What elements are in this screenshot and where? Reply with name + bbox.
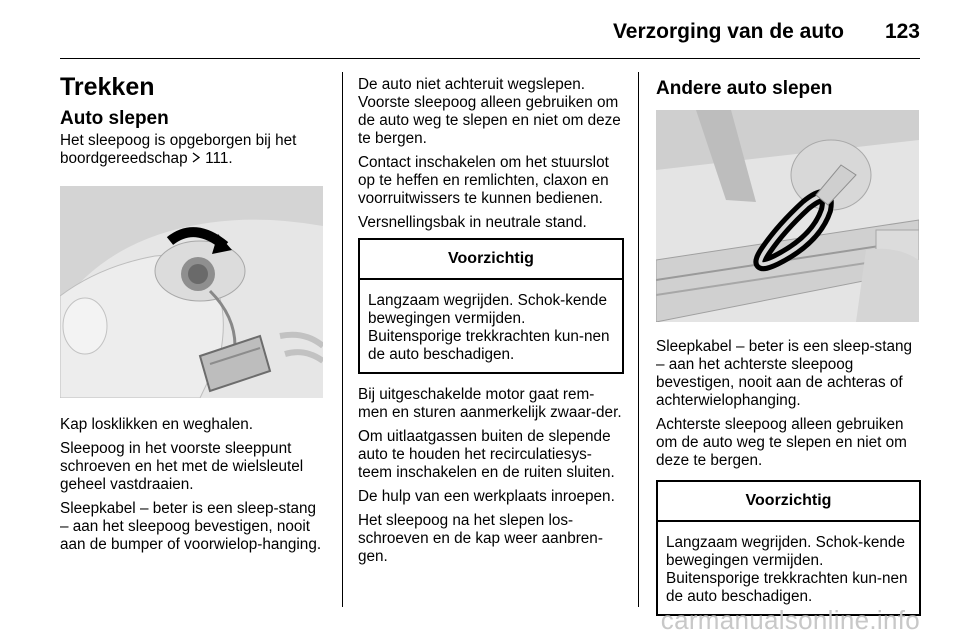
paragraph: Sleepkabel – beter is een sleep-stang – aan het achterste sleepoog bevestigen, nooit aan de achteras of achterwielophanging. <box>656 338 912 409</box>
caution-box <box>358 238 624 374</box>
paragraph: Om uitlaatgassen buiten de slepende auto te houden het recirculatiesys-teem inschakelen en de ruiten sluiten. <box>358 428 615 481</box>
paragraph: Het sleepoog na het slepen los-schroeven en de kap weer aanbren-gen. <box>358 512 603 565</box>
page-header <box>0 0 960 60</box>
paragraph: Contact inschakelen om het stuurslot op te heffen en remlichten, claxon en voorruitwissers te kunnen bedienen. <box>358 154 609 207</box>
watermark: carmanualsonline.info <box>660 605 920 635</box>
paragraph: Versnellingsbak in neutrale stand. <box>358 214 587 231</box>
caution-body: Langzaam wegrijden. Schok-kende bewegingen vermijden. Buitensporige trekkrachten kun-nen de auto beschadigen. <box>666 534 908 605</box>
intro-paragraph <box>60 132 326 168</box>
paragraph: De hulp van een werkplaats inroepen. <box>358 488 615 505</box>
paragraph: Sleepkabel – beter is een sleep-stang – aan het sleepoog bevestigen, nooit aan de bumper of voorwielop-hanging. <box>60 500 322 553</box>
tow-eye-front-image <box>60 186 323 398</box>
caution-body: Langzaam wegrijden. Schok-kende bewegingen vermijden. Buitensporige trekkrachten kun-nen de auto beschadigen. <box>368 292 610 363</box>
caution-title: Voorzichtig <box>658 482 919 522</box>
intro-ref-page: 111. <box>205 150 233 167</box>
paragraph: Bij uitgeschakelde motor gaat rem-men en sturen aanmerkelijk zwaar-der. <box>358 386 622 421</box>
paragraph: De auto niet achteruit wegslepen. Voorste sleepoog alleen gebruiken om de auto weg te slepen en niet om deze te bergen. <box>358 76 621 147</box>
column-3 <box>656 78 921 628</box>
arrow-ref-icon <box>192 150 201 168</box>
section-heading: Trekken <box>60 73 155 101</box>
paragraph: Kap losklikken en weghalen. <box>60 416 254 433</box>
column-2 <box>358 76 624 572</box>
column-1 <box>60 72 326 560</box>
intro-text: Het sleepoog is opgeborgen bij het boordgereedschap <box>60 132 297 167</box>
caution-title: Voorzichtig <box>360 240 622 280</box>
page-number: 123 <box>884 20 920 43</box>
section-heading: Andere auto slepen <box>656 78 833 99</box>
header-rule <box>60 58 920 59</box>
caution-box <box>656 480 921 616</box>
paragraph: Sleepoog in het voorste sleeppunt schroeven en het met de wielsleutel geheel vastdraaien. <box>60 440 304 493</box>
header-title: Verzorging van de auto <box>612 20 844 43</box>
column-divider-1 <box>342 72 343 607</box>
column-divider-2 <box>638 72 639 607</box>
tow-eye-rear-image <box>656 110 919 322</box>
paragraph: Achterste sleepoog alleen gebruiken om de auto weg te slepen en niet om deze te bergen. <box>656 416 907 469</box>
subsection-heading: Auto slepen <box>60 108 169 129</box>
